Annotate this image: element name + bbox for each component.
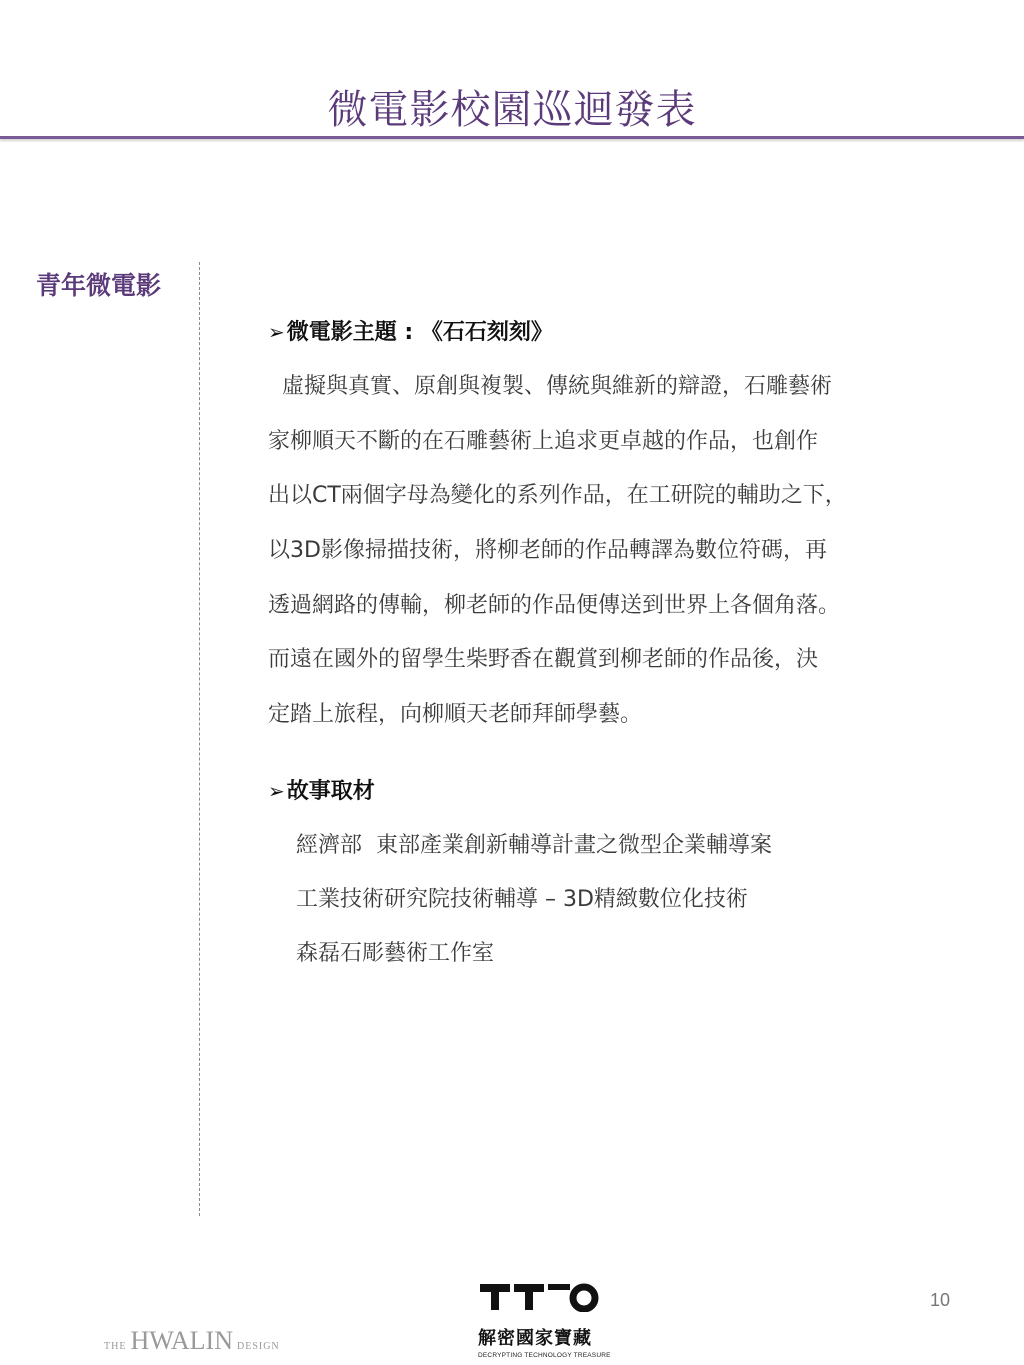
tt-logo-icon xyxy=(478,1278,604,1312)
theme-heading-text: 微電影主題 : 《石石刻刻》 xyxy=(286,320,553,345)
sources-heading xyxy=(268,771,968,819)
dashed-divider xyxy=(199,262,200,1216)
source-item: 森磊石彫藝術工作室 xyxy=(296,940,495,966)
source-item: 工業技術研究院技術輔導 – 3D精緻數位化技術 xyxy=(296,886,748,912)
source-item: 經濟部 東部產業創新輔導計畫之微型企業輔導案 xyxy=(296,832,772,858)
paragraph-line: 透過網路的傳輸，柳老師的作品便傳送到世界上各個角落。 xyxy=(268,592,841,618)
sources-heading-text: 故事取材 xyxy=(286,778,375,804)
section-spacer xyxy=(268,743,968,771)
side-label: 青年微電影 xyxy=(36,271,162,300)
paragraph-line: 虛擬與真實、原創與複製、傳統與維新的辯證，石雕藝術 xyxy=(268,374,832,399)
bullet-arrow-icon: ➢ xyxy=(268,320,285,344)
main-content xyxy=(268,312,968,981)
page-number: 10 xyxy=(930,1290,951,1310)
theme-heading xyxy=(268,312,968,360)
sources-list xyxy=(268,819,968,981)
logo-chinese-text: 解密國家寶藏 xyxy=(478,1328,592,1349)
paragraph-line: 家柳順天不斷的在石雕藝術上追求更卓越的作品，也創作 xyxy=(268,428,819,454)
title-underline xyxy=(0,136,1024,139)
bullet-arrow-icon: ➢ xyxy=(268,778,285,803)
paragraph-line: 定踏上旅程，向柳順天老師拜師學藝。 xyxy=(268,702,643,728)
synopsis-paragraph xyxy=(268,360,968,743)
decrypting-treasure-logo xyxy=(478,1278,611,1359)
paragraph-line: 以3D影像掃描技術，將柳老師的作品轉譯為數位符碼，再 xyxy=(268,538,827,564)
logo-english-text: DECRYPTING TECHNOLOGY TREASURE xyxy=(478,1352,611,1359)
paragraph-line: 而遠在國外的留學生柴野香在觀賞到柳老師的作品後，決 xyxy=(268,647,819,673)
slide-title: 微電影校園巡迴發表 xyxy=(327,87,697,133)
paragraph-line: 出以CT兩個字母為變化的系列作品，在工研院的輔助之下， xyxy=(268,483,847,509)
hwalin-design-logo: THE HWALIN DESIGN xyxy=(104,1326,280,1355)
